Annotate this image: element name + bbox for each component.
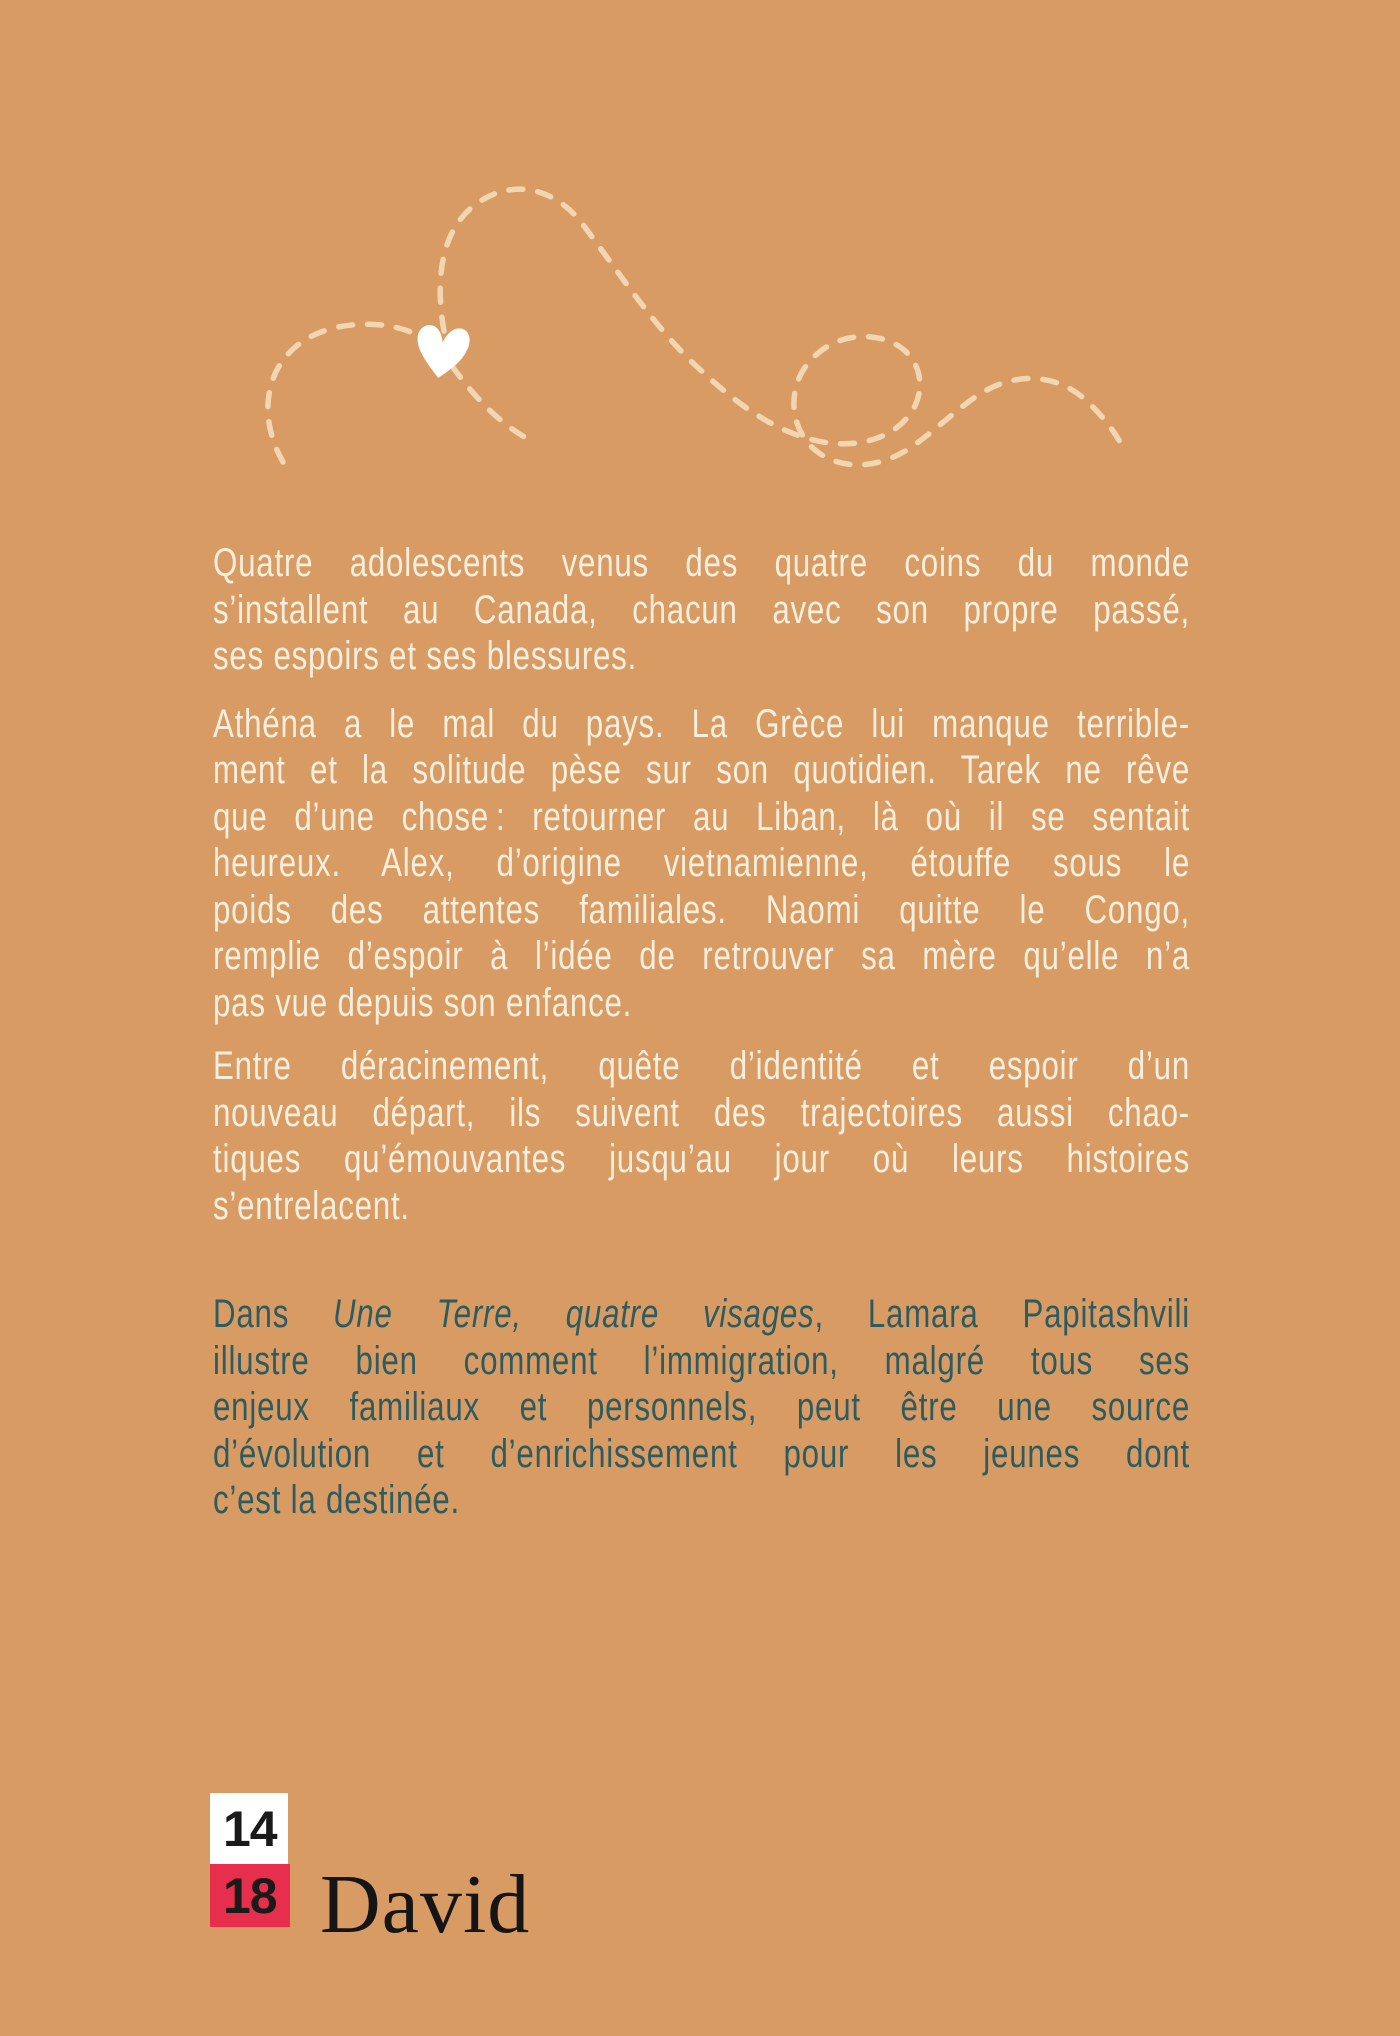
back-cover-copy [213, 540, 1190, 1545]
synopsis-paragraph-2 [213, 701, 1190, 1027]
synopsis-line: heureux. Alex, d’origine vietnamienne, étouffe sous le [213, 841, 1190, 885]
book-title-italic: Une Terre, quatre visages [333, 1292, 815, 1336]
synopsis-line: remplie d’espoir à l’idée de retrouver sa mère qu’elle n’a [213, 934, 1190, 978]
synopsis-line: tiques qu’émouvantes jusqu’au jour où leurs histoires [213, 1137, 1190, 1181]
badge-14-box [210, 1793, 288, 1864]
doodle-segment-left-loop [268, 324, 441, 462]
synopsis-line: s’entrelacent. [213, 1183, 410, 1228]
synopsis-line: pas vue depuis son enfance. [213, 980, 633, 1025]
synopsis-line: que d’une chose : retourner au Liban, là où il se sentait [213, 794, 1190, 839]
synopsis-line: ment et la solitude pèse sur son quotidien. Tarek ne rêve [213, 748, 1190, 792]
publisher-badge-1418 [210, 1793, 290, 1927]
blurb-line: enjeux familiaux et personnels, peut être une source [213, 1385, 1190, 1429]
synopsis-line: nouveau départ, ils suivent des trajectoires aussi chao- [213, 1090, 1190, 1135]
badge-18-label: 18 [223, 1867, 277, 1924]
synopsis-line: Entre déracinement, quête d’identité et espoir d’un [213, 1044, 1190, 1088]
synopsis-line: poids des attentes familiales. Naomi quitte le Congo, [213, 887, 1190, 932]
synopsis-paragraph-3 [213, 1043, 1190, 1229]
synopsis-line: ses espoirs et ses blessures. [213, 634, 638, 678]
blurb-line [213, 1291, 1190, 1338]
blurb-line: d’évolution et d’enrichissement pour les jeunes dont [213, 1431, 1190, 1476]
blurb-line: c’est la destinée. [213, 1478, 460, 1522]
blurb-line: illustre bien comment l’immigration, malgré tous ses [213, 1338, 1190, 1383]
publisher-blurb [213, 1291, 1190, 1524]
synopsis-line: s’installent au Canada, chacun avec son propre passé, [213, 587, 1190, 632]
badge-14-label: 14 [223, 1800, 277, 1857]
badge-18-box [210, 1864, 290, 1927]
publisher-name: David [320, 1858, 531, 1951]
synopsis-line: Quatre adolescents venus des quatre coins du monde [213, 541, 1190, 585]
flight-path-doodle [0, 0, 1400, 520]
doodle-segment-main [440, 189, 1124, 465]
synopsis-paragraph-1 [213, 540, 1190, 680]
blurb-text: Dans [213, 1292, 334, 1336]
synopsis-line: Athéna a le mal du pays. La Grèce lui manque terrible- [213, 701, 1190, 746]
blurb-text: , Lamara Papitashvili [814, 1292, 1190, 1336]
doodle-segment-under-heart [452, 366, 530, 440]
